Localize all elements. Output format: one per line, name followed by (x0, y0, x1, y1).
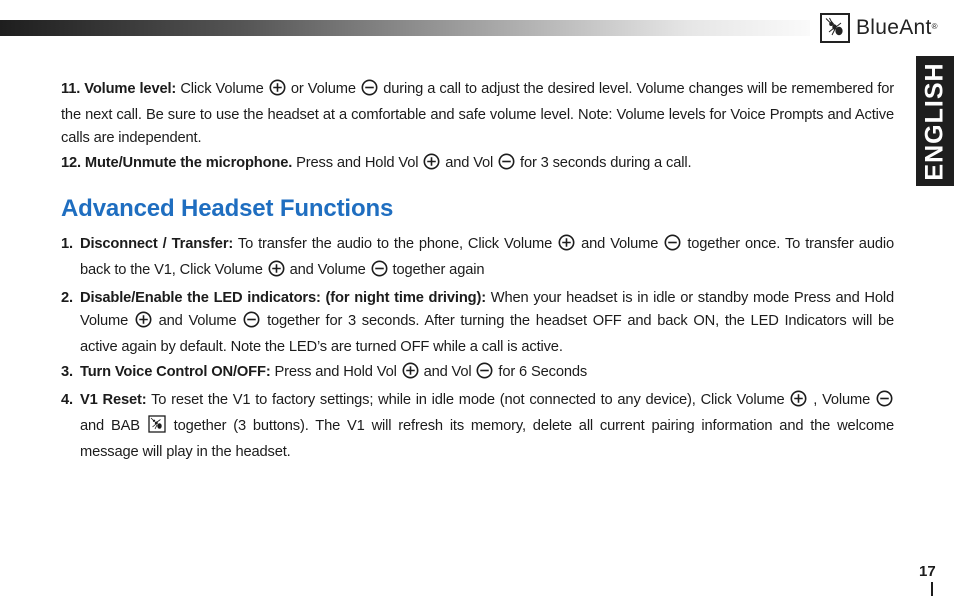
page-marker-line (931, 582, 933, 596)
brand-name: BlueAnt (856, 16, 932, 39)
item-11-volume-level: 11. Volume level: Click Volume or Volume during a call to adjust the desired level. Volume changes will be remembered for the next call. Be sure to use the headset at a comfortable and safe volume level. Note: Volume levels for Voice Prompts and Active calls are independent. (61, 81, 895, 146)
minus-circle-icon (371, 260, 388, 285)
list-item-v1-reset: 4. V1 Reset: To reset the V1 to factory settings; while in idle mode (not connected to any device), Click Volume , Volume and BAB together (3 buttons). The V1 will refresh its memory, delete all current pairing information and the welcome message will play in the headset. (61, 392, 894, 460)
minus-circle-icon (876, 390, 893, 415)
minus-circle-icon (498, 153, 515, 178)
ant-logo-icon (820, 13, 850, 43)
brand-logo (820, 11, 938, 45)
language-tab-label: ENGLISH (920, 61, 949, 181)
list-item-led-indicators: 2. Disable/Enable the LED indicators: (for night time driving): When your headset is in idle or standby mode Press and Hold Volume and Volume together for 3 seconds. After turning the headset OFF and back ON, the LED Indicators will be active again by default. Note the LED’s are turned OFF while a call is active. (61, 290, 894, 355)
minus-circle-icon (243, 311, 260, 336)
list-item-disconnect-transfer: 1. Disconnect / Transfer: To transfer the audio to the phone, Click Volume and Volume together once. To transfer audio back to the V1, Click Volume and Volume together again (61, 233, 894, 285)
plus-circle-icon (268, 260, 285, 285)
minus-circle-icon (664, 234, 681, 259)
item-label: Disconnect / Transfer: (80, 236, 234, 252)
advanced-functions-list (61, 233, 894, 464)
manual-content (61, 78, 894, 466)
minus-circle-icon (476, 362, 493, 387)
item-label: Disable/Enable the LED indicators: (for night time driving): (80, 290, 486, 306)
plus-circle-icon (423, 153, 440, 178)
plus-circle-icon (790, 390, 807, 415)
item-label: 11. Volume level: (61, 81, 177, 97)
plus-circle-icon (402, 362, 419, 387)
item-label: 12. Mute/Unmute the microphone. (61, 155, 293, 171)
plus-circle-icon (135, 311, 152, 336)
language-tab (916, 56, 954, 186)
list-item-voice-control: 3. Turn Voice Control ON/OFF: Press and Hold Vol and Vol for 6 Seconds (61, 361, 894, 387)
item-label: V1 Reset: (80, 392, 147, 408)
section-title: Advanced Headset Functions (61, 195, 394, 222)
header-gradient-bar (0, 20, 810, 36)
plus-circle-icon (269, 79, 286, 104)
page-number: 17 (919, 563, 936, 580)
plus-circle-icon (558, 234, 575, 259)
minus-circle-icon (361, 79, 378, 104)
brand-registered-mark: ® (931, 21, 938, 31)
item-label: Turn Voice Control ON/OFF: (80, 364, 271, 380)
item-12-mute: 12. Mute/Unmute the microphone. Press and Hold Vol and Vol for 3 seconds during a call. (61, 152, 894, 178)
bab-button-icon (148, 415, 166, 441)
